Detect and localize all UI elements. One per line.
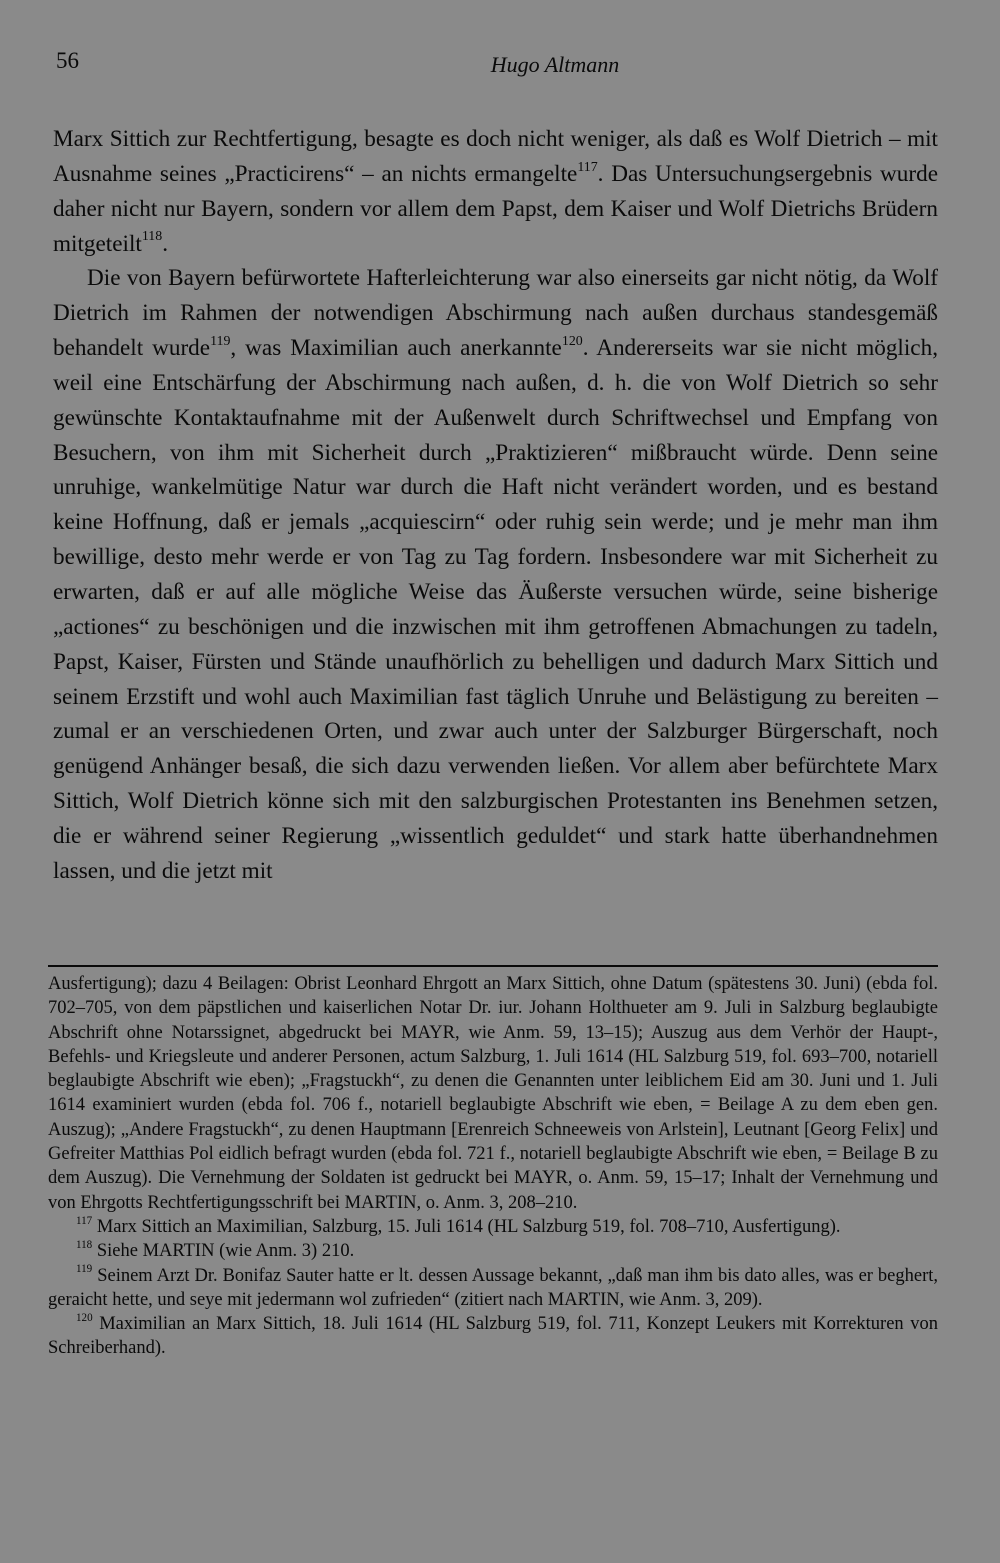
footnote-text: Siehe MARTIN (wie Anm. 3) 210. [96, 1241, 355, 1262]
footnote-text: Maximilian an Marx Sittich, 18. Juli 1614 (HL Salzburg 519, fol. 711, Konzept Leukers mit Korrekturen von Schreiberhand). [48, 1314, 938, 1359]
paragraph-text: . Andererseits war sie nicht möglich, weil eine Entschärfung der Abschirmung nach außen, d. h. die von Wolf Dietrich so sehr gewünschte Kontaktaufnahme mit der Außenwelt durch Schriftwechsel und Empfang von Besuchern, von ihm mit Sicherheit durch „Praktizieren“ mißbraucht würde. Denn seine unruhige, wankelmütige Natur war durch die Haft nicht verändert worden, und es bestand keine Hoffnung, daß er jemals „acquiescirn“ oder ruhig sein werde; und je mehr man ihm bewillige, desto mehr werde er von Tag zu Tag fordern. Insbesondere war mit Sicherheit zu erwarten, daß er auf alle mögliche Weise das Äußerste versuchen würde, seine bisherige „actiones“ zu beschönigen und die inzwischen mit ihm getroffenen Abmachungen zu tadeln, Papst, Kaiser, Fürsten und Stände unaufhörlich zu behelligen und dadurch Marx Sittich und seinem Erzstift und wohl auch Maximilian fast täglich Unruhe und Belästigung zu bereiten – zumal er an verschiedenen Orten, und zwar auch unter der Salzburger Bürgerschaft, noch genügend Anhänger besaß, die sich dazu verwenden ließen. Vor allem aber befürchtete Marx Sittich, Wolf Dietrich könne sich mit den salzburgischen Protestanten ins Benehmen setzen, die er während seiner Regierung „wissentlich geduldet“ und stark hatte überhandnehmen lassen, und die jetzt mit [53, 335, 938, 884]
footnote-number: 119 [76, 1263, 93, 1276]
footnote-text: Marx Sittich an Maximilian, Salzburg, 15. Juli 1614 (HL Salzburg 519, fol. 708–710, Ausfertigung). [96, 1216, 841, 1237]
footnote-120 [48, 1312, 938, 1361]
paragraph-text: Marx Sittich zur Rechtfertigung, besagte es doch nicht weniger, als daß es Wolf Dietrich – mit Ausnahme seines „Practicirens“ – an nichts ermangelte [53, 126, 938, 187]
main-text [53, 122, 938, 889]
paragraph-1 [53, 122, 938, 261]
page-number: 56 [56, 48, 79, 73]
paragraph-text: . [162, 230, 169, 257]
paragraph-text: Die von Bayern befürwortete Hafterleichterung war also einerseits gar nicht nötig, da Wolf Dietrich im Rahmen der notwendigen Abschirmung nach außen durchaus standesgemäß behandelt wurde [53, 265, 938, 362]
footnote-number: 118 [76, 1239, 93, 1251]
footnotes [48, 972, 938, 1361]
footnote-text: Seinem Arzt Dr. Bonifaz Sauter hatte er lt. dessen Aussage bekannt, „daß man ihm bis dato alles, was er beghert, geraicht hette, und seye mit jedermann wol zufrieden“ (zitiert nach MARTIN, wie Anm. 3, 209). [48, 1265, 938, 1310]
footnote-number: 120 [76, 1311, 93, 1324]
footnote-ref-118[interactable]: 118 [141, 229, 163, 245]
paragraph-2 [53, 261, 938, 888]
footnote-117 [48, 1215, 938, 1239]
paragraph-text: , was Maximilian auch anerkannte [230, 335, 562, 362]
paragraph-text: . Das Untersuchungsergebnis wurde daher nicht nur Bayern, sondern vor allem dem Papst, dem Kaiser und Wolf Dietrichs Brüdern mitgeteilt [53, 160, 939, 257]
footnote-continuation: Ausfertigung); dazu 4 Beilagen: Obrist Leonhard Ehrgott an Marx Sittich, ohne Datum (spätestens 30. Juni) (ebda fol. 702–705, von dem päpstlichen und kaiserlichen Notar Dr. iur. Johann Holthueter am 9. Juli in Salzburg beglaubigte Abschrift ohne Notarssignet, abgedruckt bei MAYR, wie Anm. 59, 13–15); Auszug aus dem Verhör der Haupt-, Befehls- und Kriegsleute und anderer Personen, actum Salzburg, 1. Juli 1614 (HL Salzburg 519, fol. 693–700, notariell beglaubigte Abschrift wie eben); „Fragstuckh“, zu denen die Genannten unter leiblichem Eid am 30. Juni und 1. Juli 1614 examiniert wurden (ebda fol. 706 f., notariell beglaubigte Abschrift wie eben, = Beilage A zu dem eben gen. Auszug); „Andere Fragstuckh“, zu denen Hauptmann [Erenreich Schneeweis von Arlstein], Leutnant [Georg Felix] und Gefreiter Matthias Pol eidlich befragt wurden (ebda fol. 721 f., notariell beglaubigte Abschrift wie eben, = Beilage B zu dem Auszug). Die Vernehmung der Soldaten ist gedruckt bei MAYR, o. Anm. 59, 15–17; Inhalt der Vernehmung und von Ehrgotts Rechtfertigungsschrift bei MARTIN, o. Anm. 3, 208–210. [48, 974, 938, 1213]
footnote-ref-117[interactable]: 117 [577, 159, 598, 175]
running-head: Hugo Altmann [490, 52, 620, 77]
footnote-ref-119[interactable]: 119 [210, 333, 231, 349]
footnote-118 [48, 1239, 938, 1263]
footnote-ref-120[interactable]: 120 [561, 333, 583, 349]
footnote-divider [48, 965, 938, 967]
footnote-number: 117 [76, 1214, 93, 1227]
footnote-119 [48, 1264, 938, 1313]
